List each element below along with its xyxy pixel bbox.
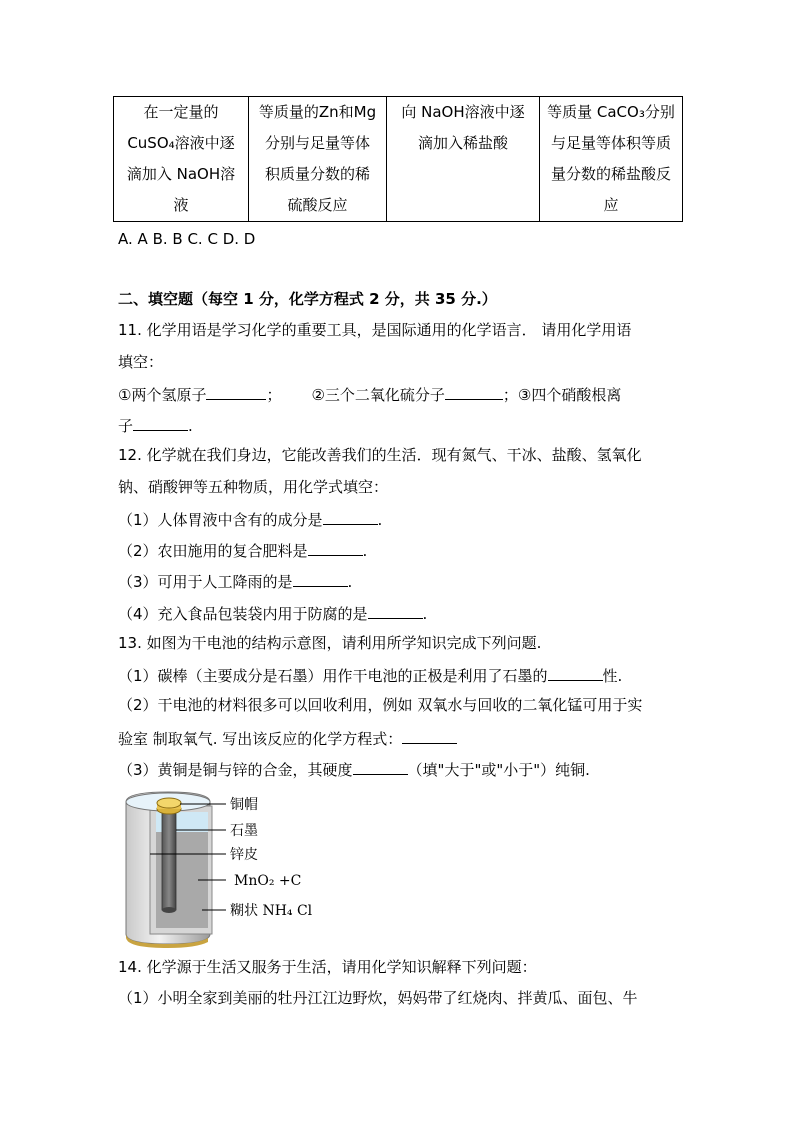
- q12-stem-line2: 钠、硝酸钾等五种物质，用化学式填空：: [118, 478, 389, 496]
- label-mno2-c: MnO₂ +C: [234, 873, 302, 889]
- q12-item-2: （2）农田施用的复合肥料是 .: [118, 537, 367, 561]
- answer-blank[interactable]: [133, 412, 188, 431]
- q11-stem-line1: 11. 化学用语是学习化学的重要工具，是国际通用的化学语言． 请用化学用语: [118, 321, 632, 339]
- answer-blank[interactable]: [548, 662, 603, 681]
- answer-blank[interactable]: [402, 725, 457, 744]
- q13-part-2-line2: 验室 制取氧气. 写出该反应的化学方程式：: [118, 725, 457, 749]
- q14-stem: 14. 化学源于生活又服务于生活，请用化学知识解释下列问题：: [118, 958, 537, 976]
- q11-item3-end: 子 .: [118, 412, 193, 436]
- q13-part-1: （1）碳棒（主要成分是石墨）用作干电池的正极是利用了石墨的 性.: [118, 662, 622, 686]
- q13-stem: 13. 如图为干电池的结构示意图，请利用所学知识完成下列问题.: [118, 634, 542, 652]
- label-nh4cl-paste: 糊状 NH₄ Cl: [230, 903, 313, 919]
- answer-blank[interactable]: [323, 506, 378, 525]
- q14-part-1: （1）小明全家到美丽的牡丹江江边野炊，妈妈带了红烧肉、拌黄瓜、面包、牛: [118, 989, 638, 1007]
- q12-item-1: （1）人体胃液中含有的成分是 .: [118, 506, 382, 530]
- table-cell-a: 在一定量的 CuSO₄溶液中逐 滴加入 NaOH溶 液: [114, 97, 249, 222]
- answer-blank[interactable]: [368, 600, 423, 619]
- table-cell-d: 等质量 CaCO₃分别 与足量等体积等质 量分数的稀盐酸反 应: [540, 97, 683, 222]
- label-graphite: 石墨: [230, 823, 258, 839]
- q12-stem-line1: 12. 化学就在我们身边，它能改善我们的生活．现有氮气、干冰、盐酸、氢氧化: [118, 446, 642, 464]
- answer-blank[interactable]: [353, 756, 408, 775]
- answer-blank[interactable]: [293, 568, 348, 587]
- answer-choices: A. A B. B C. C D. D: [118, 230, 256, 248]
- q13-part-3: （3）黄铜是铜与锌的合金，其硬度 （填"大于"或"小于"）纯铜.: [118, 756, 590, 780]
- q13-part-2-line1: （2）干电池的材料很多可以回收利用，例如 双氧水与回收的二氧化锰可用于实: [118, 696, 643, 714]
- battery-illustration: [118, 788, 313, 948]
- options-table: [113, 96, 683, 222]
- q11-stem-line2: 填空：: [118, 353, 164, 371]
- answer-blank[interactable]: [445, 381, 503, 400]
- table-cell-c: 向 NaOH溶液中逐 滴加入稀盐酸: [387, 97, 540, 222]
- answer-blank[interactable]: [308, 537, 363, 556]
- label-copper-cap: 铜帽: [230, 797, 258, 813]
- section-title: 二、填空题（每空 1 分，化学方程式 2 分，共 35 分.）: [118, 290, 497, 308]
- battery-diagram: [118, 788, 313, 948]
- q12-item-4: （4）充入食品包装袋内用于防腐的是 .: [118, 600, 427, 624]
- answer-blank[interactable]: [206, 381, 266, 400]
- label-zinc-shell: 锌皮: [230, 847, 258, 863]
- q11-items: ①两个氢原子 ； ②三个二氧化硫分子 ；③四个硝酸根离: [118, 381, 621, 405]
- table-cell-b: 等质量的Zn和Mg 分别与足量等体 积质量分数的稀 硫酸反应: [249, 97, 387, 222]
- q12-item-3: （3）可用于人工降雨的是 .: [118, 568, 352, 592]
